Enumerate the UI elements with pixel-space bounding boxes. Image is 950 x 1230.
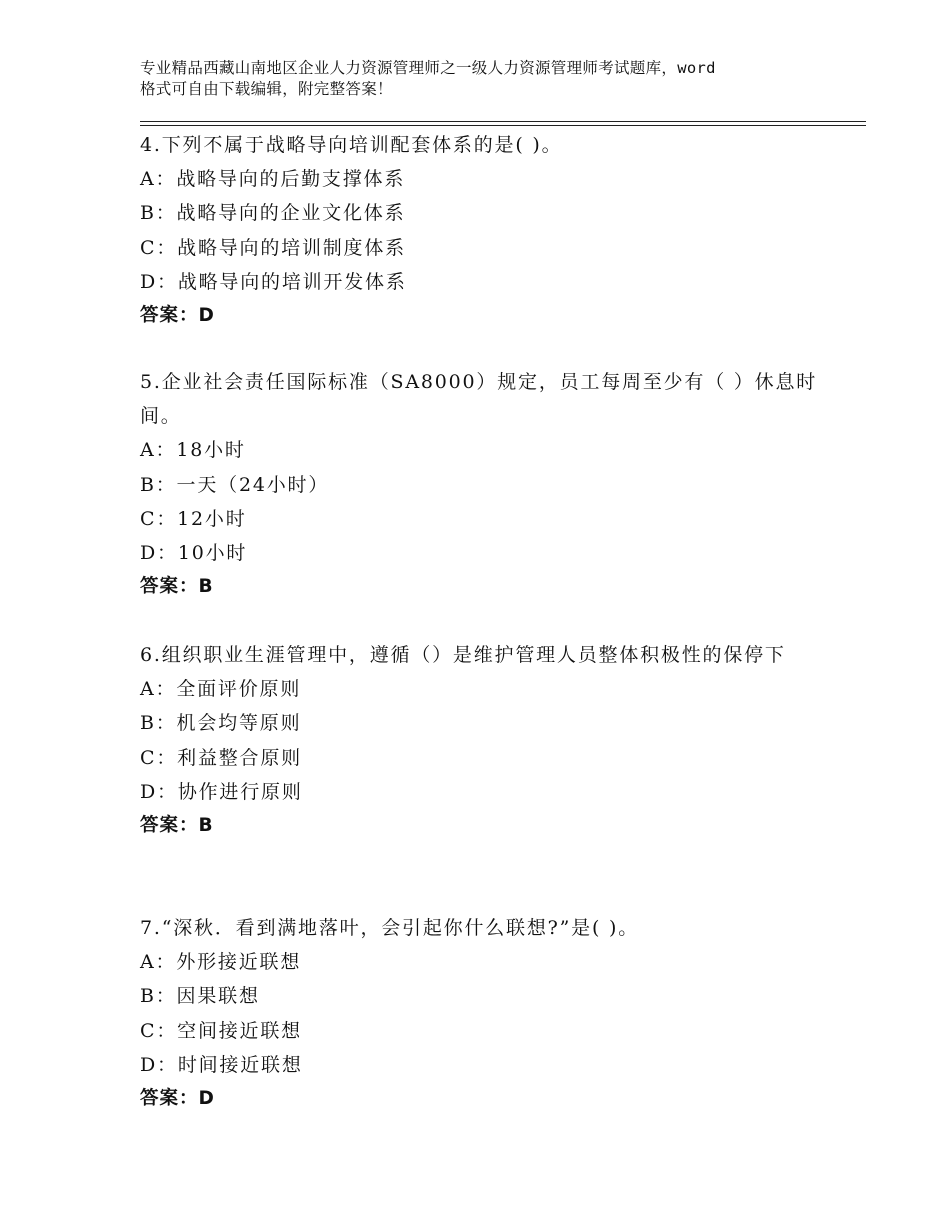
option-b: B：战略导向的企业文化体系 bbox=[140, 202, 406, 225]
option-a: A：18小时 bbox=[140, 439, 246, 462]
question-7 bbox=[140, 911, 820, 1116]
option-d: D：10小时 bbox=[140, 541, 248, 564]
header-line-2: 格式可自由下载编辑，附完整答案！ bbox=[140, 80, 393, 98]
question-stem: 5.企业社会责任国际标准（SA8000）规定，员工每周至少有（ ）休息时间。 bbox=[140, 371, 818, 428]
question-4 bbox=[140, 128, 820, 333]
answer-text: 答案：B bbox=[140, 576, 214, 598]
question-stem: 7.“深秋．看到满地落叶，会引起你什么联想?”是( )。 bbox=[140, 917, 640, 939]
question-5 bbox=[140, 365, 820, 604]
question-stem: 4.下列不属于战略导向培训配套体系的是( )。 bbox=[140, 134, 563, 156]
header-divider-top bbox=[140, 121, 866, 122]
option-a: A：战略导向的后勤支撑体系 bbox=[140, 168, 406, 191]
option-c: C：战略导向的培训制度体系 bbox=[140, 236, 406, 259]
question-6 bbox=[140, 638, 820, 843]
option-c: C：空间接近联想 bbox=[140, 1019, 302, 1042]
option-d: D：战略导向的培训开发体系 bbox=[140, 270, 407, 293]
header-line-1: 专业精品西藏山南地区企业人力资源管理师之一级人力资源管理师考试题库，word bbox=[140, 59, 716, 77]
option-b: B：机会均等原则 bbox=[140, 712, 302, 735]
question-stem: 6.组织职业生涯管理中，遵循（）是维护管理人员整体积极性的保停下 bbox=[140, 644, 786, 666]
option-a: A：外形接近联想 bbox=[140, 951, 302, 974]
option-d: D：协作进行原则 bbox=[140, 780, 303, 803]
document-header bbox=[140, 58, 840, 100]
option-c: C：12小时 bbox=[140, 507, 247, 530]
option-c: C：利益整合原则 bbox=[140, 746, 302, 769]
option-b: B：因果联想 bbox=[140, 985, 260, 1008]
option-a: A：全面评价原则 bbox=[140, 678, 302, 701]
header-divider-bottom bbox=[140, 125, 866, 126]
answer-text: 答案：B bbox=[140, 814, 214, 836]
answer-text: 答案：D bbox=[140, 1087, 215, 1109]
option-b: B：一天（24小时） bbox=[140, 473, 330, 496]
option-d: D：时间接近联想 bbox=[140, 1053, 303, 1076]
answer-text: 答案：D bbox=[140, 304, 215, 326]
